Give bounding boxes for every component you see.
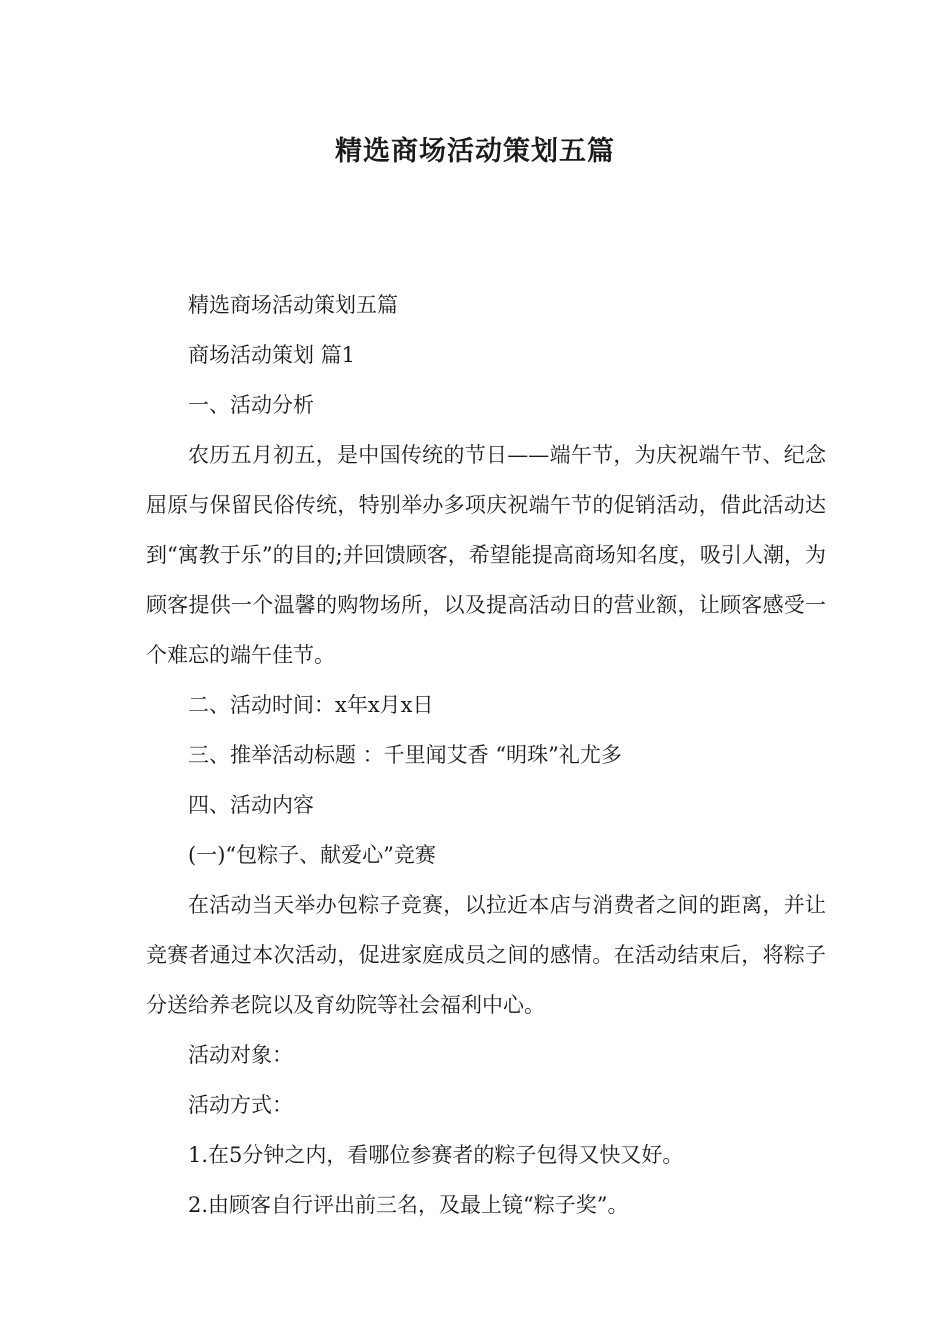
paragraph-rule-2: 2.由顾客自行评出前三名，及最上镜“粽子奖”。	[188, 1193, 629, 1217]
paragraph-subtitle: 精选商场活动策划五篇	[188, 293, 398, 317]
paragraph-activity-slogan: 三、推举活动标题 ：千里闻艾香 “明珠”礼尤多	[188, 743, 622, 767]
document-body	[146, 280, 826, 1230]
paragraph-contest-heading: (一)“包粽子、献爱心”竞赛	[188, 843, 436, 867]
paragraph-section-heading: 商场活动策划 篇1	[188, 343, 356, 367]
paragraph-activity-analysis-heading: 一、活动分析	[188, 393, 314, 417]
paragraph-activity-content-heading: 四、活动内容	[188, 793, 314, 817]
paragraph-activity-method: 活动方式：	[188, 1093, 293, 1117]
paragraph-rule-1: 1.在5分钟之内，看哪位参赛者的粽子包得又快又好。	[188, 1143, 684, 1167]
paragraph-activity-time: 二、活动时间：x年x月x日	[188, 693, 434, 717]
paragraph-activity-target: 活动对象：	[188, 1043, 293, 1067]
page-title: 精选商场活动策划五篇	[335, 136, 615, 167]
paragraph-contest-description: 在活动当天举办包粽子竞赛，以拉近本店与消费者之间的距离，并让竞赛者通过本次活动，促进家庭成员之间的感情。在活动结束后，将粽子分送给养老院以及育幼院等社会福利中心。	[146, 893, 826, 1017]
paragraph-activity-analysis: 农历五月初五，是中国传统的节日——端午节，为庆祝端午节、纪念屈原与保留民俗传统，特别举办多项庆祝端午节的促销活动，借此活动达到“寓教于乐”的目的;并回馈顾客，希望能提高商场知名度，吸引人潮，为顾客提供一个温馨的购物场所，以及提高活动日的营业额，让顾客感受一个难忘的端午佳节。	[146, 443, 826, 667]
